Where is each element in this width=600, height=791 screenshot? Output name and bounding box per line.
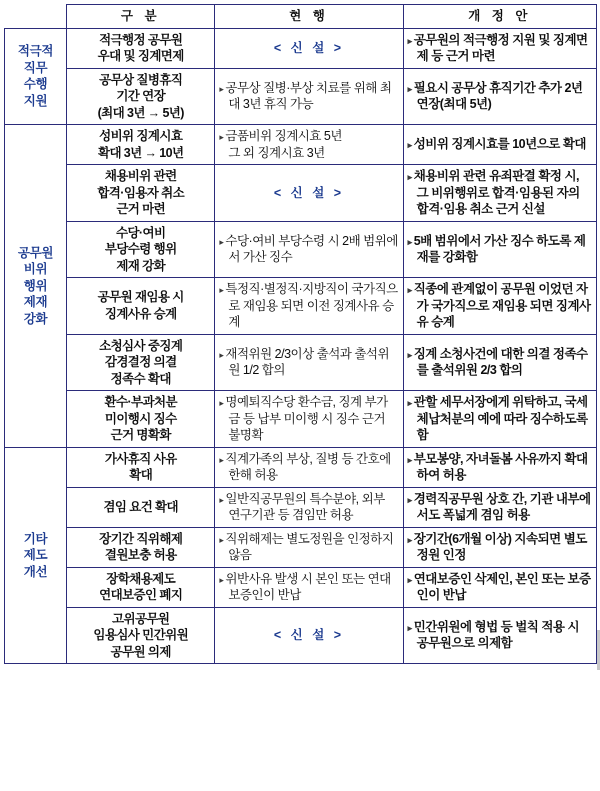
table-row xyxy=(5,447,597,487)
revision-provision-cell: ▸ 5배 범위에서 가산 징수 하도록 제재를 강화함 xyxy=(403,221,596,278)
table-row xyxy=(5,487,597,527)
row-item-label: 가사휴직 사유 확대 xyxy=(67,447,215,487)
comparison-table xyxy=(4,4,597,664)
row-item-label: 장기간 직위해제 결원보충 허용 xyxy=(67,527,215,567)
current-provision-cell: ▸ 특정직·별정직·지방직이 국가직으로 재임용 되면 이전 징계사유 승계 xyxy=(215,278,403,335)
current-provision-cell: ▸ 수당·여비 부당수령 시 2배 범위에서 가산 징수 xyxy=(215,221,403,278)
revision-provision-cell: ▸ 징계 소청사건에 대한 의결 정족수를 출석위원 2/3 합의 xyxy=(403,334,596,391)
table-row xyxy=(5,221,597,278)
current-provision-cell: ▸ 일반직공무원의 특수분야, 외부 연구기관 등 겸임만 허용 xyxy=(215,487,403,527)
row-item-label: 수당·여비 부당수령 행위 제재 강화 xyxy=(67,221,215,278)
row-item-label: 적극행정 공무원 우대 및 징계면제 xyxy=(67,28,215,68)
row-item-label: 공무원 재임용 시 징계사유 승계 xyxy=(67,278,215,335)
revision-provision-cell: ▸ 부모봉양, 자녀돌봄 사유까지 확대하여 허용 xyxy=(403,447,596,487)
group-label: 기타 제도 개선 xyxy=(5,447,67,664)
revision-provision-cell: ▸ 채용비위 관련 유죄판결 확정 시, 그 비위행위로 합격·임용된 자의 합격·임용 취소 근거 신설 xyxy=(403,165,596,222)
row-item-label: 고위공무원 임용심사 민간위원 공무원 의제 xyxy=(67,607,215,664)
table-row xyxy=(5,278,597,335)
revision-provision-cell: ▸ 민간위원에 형법 등 벌칙 적용 시 공무원으로 의제함 xyxy=(403,607,596,664)
table-header xyxy=(5,5,597,29)
current-provision-cell: ▸ 명예퇴직수당 환수금, 징계 부가금 등 납부 미이행 시 징수 근거 불명확 xyxy=(215,391,403,448)
revision-provision-cell: ▸ 경력직공무원 상호 간, 기관 내부에서도 폭넓게 겸임 허용 xyxy=(403,487,596,527)
table-row xyxy=(5,68,597,125)
header-current: 현 행 xyxy=(215,5,403,29)
revision-provision-cell: ▸ 직종에 관계없이 공무원 이었던 자가 국가직으로 재임용 되면 징계사유 승계 xyxy=(403,278,596,335)
current-provision-cell: ▸ 재적위원 2/3이상 출석과 출석위원 1/2 합의 xyxy=(215,334,403,391)
row-item-label: 소청심사 중징계 감경결정 의결 정족수 확대 xyxy=(67,334,215,391)
current-provision-cell: ▸ 공무상 질병·부상 치료를 위해 최대 3년 휴직 가능 xyxy=(215,68,403,125)
table-row xyxy=(5,334,597,391)
row-item-label: 환수·부과처분 미이행시 징수 근거 명확화 xyxy=(67,391,215,448)
current-provision-cell: ▸ 직계가족의 부상, 질병 등 간호에 한해 허용 xyxy=(215,447,403,487)
row-item-label: 공무상 질병휴직 기간 연장 (최대 3년 → 5년) xyxy=(67,68,215,125)
table-row xyxy=(5,28,597,68)
group-label: 적극적 직무 수행 지원 xyxy=(5,28,67,125)
group-label: 공무원 비위 행위 제재 강화 xyxy=(5,125,67,448)
revision-provision-cell: ▸ 필요시 공무상 휴직기간 추가 2년 연장(최대 5년) xyxy=(403,68,596,125)
current-provision-cell: ▸ 직위해제는 별도정원을 인정하지 않음 xyxy=(215,527,403,567)
header-blank xyxy=(5,5,67,29)
revision-provision-cell: ▸ 연대보증인 삭제인, 본인 또는 보증인이 반납 xyxy=(403,567,596,607)
current-provision-cell: < 신 설 > xyxy=(215,165,403,222)
row-item-label: 겸임 요건 확대 xyxy=(67,487,215,527)
row-item-label: 장학채용제도 연대보증인 폐지 xyxy=(67,567,215,607)
revision-provision-cell: ▸ 관할 세무서장에게 위탁하고, 국세 체납처분의 예에 따라 징수하도록 함 xyxy=(403,391,596,448)
current-provision-cell: < 신 설 > xyxy=(215,607,403,664)
revision-provision-cell: ▸ 공무원의 적극행정 지원 및 징계면제 등 근거 마련 xyxy=(403,28,596,68)
revision-provision-cell: ▸ 성비위 징계시효를 10년으로 확대 xyxy=(403,125,596,165)
table-row xyxy=(5,567,597,607)
table-row xyxy=(5,607,597,664)
table-row xyxy=(5,165,597,222)
table-row xyxy=(5,391,597,448)
row-item-label: 성비위 징계시효 확대 3년 → 10년 xyxy=(67,125,215,165)
current-provision-cell: ▸ 금품비위 징계시효 5년 그 외 징계시효 3년 xyxy=(215,125,403,165)
table-body xyxy=(5,28,597,664)
revision-provision-cell: ▸ 장기간(6개월 이상) 지속되면 별도정원 인정 xyxy=(403,527,596,567)
row-item-label: 채용비위 관련 합격·임용자 취소 근거 마련 xyxy=(67,165,215,222)
header-category: 구 분 xyxy=(67,5,215,29)
current-provision-cell: < 신 설 > xyxy=(215,28,403,68)
table-row xyxy=(5,527,597,567)
current-provision-cell: ▸ 위반사유 발생 시 본인 또는 연대보증인이 반납 xyxy=(215,567,403,607)
table-row xyxy=(5,125,597,165)
header-revision: 개 정 안 xyxy=(403,5,596,29)
